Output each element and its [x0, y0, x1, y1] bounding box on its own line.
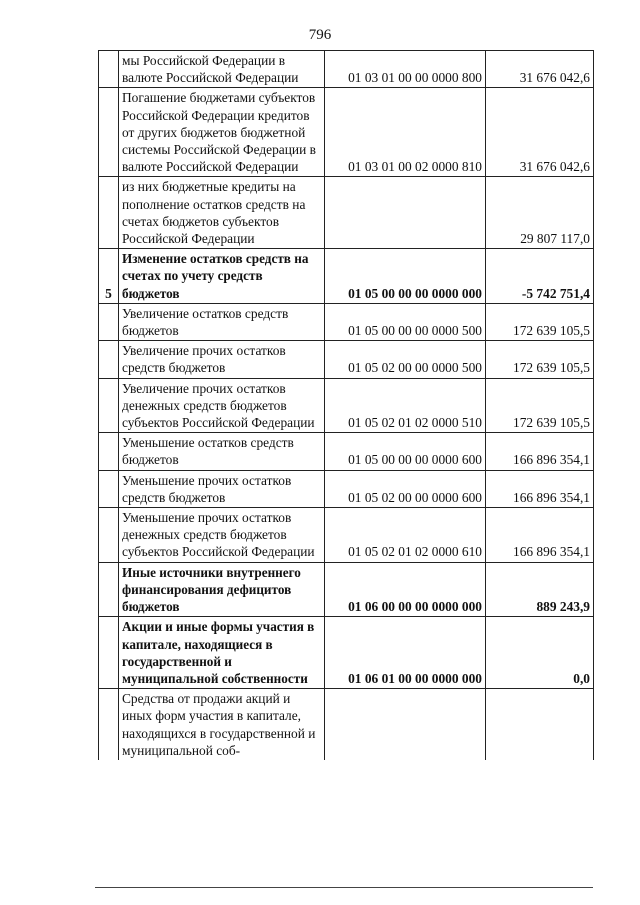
amount-cell: 172 639 105,5: [486, 303, 594, 340]
row-number-cell: [99, 470, 119, 507]
table-row: [99, 508, 594, 563]
table-row: [99, 470, 594, 507]
page-number: 796: [308, 27, 332, 43]
classification-code-cell: 01 05 02 00 00 0000 600: [325, 470, 486, 507]
table-row: [99, 562, 594, 617]
row-number-cell: [99, 303, 119, 340]
table-row: [99, 303, 594, 340]
row-number-cell: [99, 341, 119, 378]
amount-cell: 166 896 354,1: [486, 508, 594, 563]
classification-code-cell: 01 05 02 01 02 0000 610: [325, 508, 486, 563]
row-number-cell: [99, 433, 119, 470]
amount-cell: 29 807 117,0: [486, 177, 594, 249]
row-number-cell: [99, 508, 119, 563]
row-number-cell: 5: [99, 249, 119, 304]
table-row: [99, 341, 594, 378]
amount-cell: 166 896 354,1: [486, 433, 594, 470]
classification-code-cell: [325, 177, 486, 249]
row-number-cell: [99, 51, 119, 88]
classification-code-cell: 01 05 00 00 00 0000 600: [325, 433, 486, 470]
row-number-cell: [99, 378, 119, 433]
amount-cell: 0,0: [486, 617, 594, 689]
indicator-name-cell: Увеличение прочих остатков средств бюджетов: [119, 341, 325, 378]
row-number-cell: [99, 689, 119, 760]
indicator-name-cell: Уменьшение прочих остатков средств бюджетов: [119, 470, 325, 507]
table-row: [99, 51, 594, 88]
amount-cell: 889 243,9: [486, 562, 594, 617]
classification-code-cell: 01 06 01 00 00 0000 000: [325, 617, 486, 689]
indicator-name-cell: Уменьшение прочих остатков денежных средств бюджетов субъектов Российской Федерации: [119, 508, 325, 563]
amount-cell: 172 639 105,5: [486, 341, 594, 378]
indicator-name-cell: Увеличение остатков средств бюджетов: [119, 303, 325, 340]
classification-code-cell: 01 05 00 00 00 0000 000: [325, 249, 486, 304]
indicator-name-cell: Изменение остатков средств на счетах по учету средств бюджетов: [119, 249, 325, 304]
table-row: [99, 433, 594, 470]
row-number-cell: [99, 88, 119, 177]
classification-code-cell: 01 05 02 00 00 0000 500: [325, 341, 486, 378]
row-number-cell: [99, 177, 119, 249]
classification-code-cell: 01 05 02 01 02 0000 510: [325, 378, 486, 433]
amount-cell: 31 676 042,6: [486, 88, 594, 177]
row-number-cell: [99, 617, 119, 689]
table-row: [99, 249, 594, 304]
table-row: [99, 88, 594, 177]
indicator-name-cell: Акции и иные формы участия в капитале, находящиеся в государственной и муниципальной собственности: [119, 617, 325, 689]
table-row: [99, 617, 594, 689]
indicator-name-cell: Средства от продажи акций и иных форм участия в капитале, находящихся в государственной и муниципальной соб-: [119, 689, 325, 760]
table-row: [99, 689, 594, 760]
amount-cell: -5 742 751,4: [486, 249, 594, 304]
indicator-name-cell: Увеличение прочих остатков денежных средств бюджетов субъектов Российской Федерации: [119, 378, 325, 433]
indicator-name-cell: мы Российской Федерации в валюте Российской Федерации: [119, 51, 325, 88]
indicator-name-cell: из них бюджетные кредиты на пополнение остатков средств на счетах бюджетов субъектов Российской Федерации: [119, 177, 325, 249]
indicator-name-cell: Иные источники внутреннего финансирования дефицитов бюджетов: [119, 562, 325, 617]
sources-of-financing-table: [98, 50, 594, 760]
footer-rule: [95, 887, 593, 888]
indicator-name-cell: Уменьшение остатков средств бюджетов: [119, 433, 325, 470]
amount-cell: 31 676 042,6: [486, 51, 594, 88]
classification-code-cell: 01 06 00 00 00 0000 000: [325, 562, 486, 617]
classification-code-cell: [325, 689, 486, 760]
table-body: [99, 51, 594, 760]
classification-code-cell: 01 03 01 00 02 0000 810: [325, 88, 486, 177]
amount-cell: 172 639 105,5: [486, 378, 594, 433]
table-row: [99, 177, 594, 249]
amount-cell: [486, 689, 594, 760]
classification-code-cell: 01 05 00 00 00 0000 500: [325, 303, 486, 340]
table-row: [99, 378, 594, 433]
amount-cell: 166 896 354,1: [486, 470, 594, 507]
classification-code-cell: 01 03 01 00 00 0000 800: [325, 51, 486, 88]
indicator-name-cell: Погашение бюджетами субъектов Российской Федерации кредитов от других бюджетов бюджетной системы Российской Федерации в валюте Российской Федерации: [119, 88, 325, 177]
row-number-cell: [99, 562, 119, 617]
